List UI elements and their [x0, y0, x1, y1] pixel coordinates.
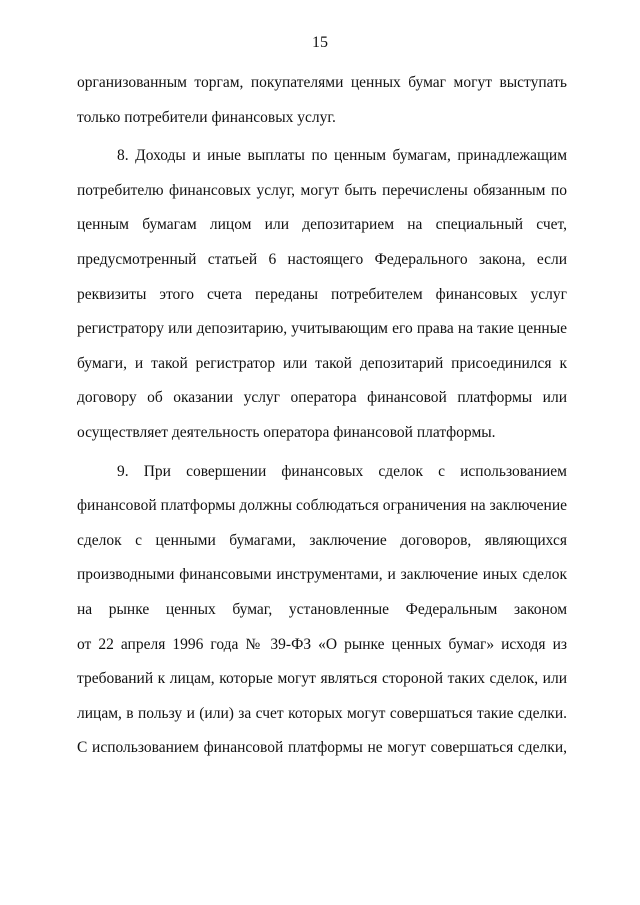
text-line: только потребители финансовых услуг. — [77, 108, 336, 126]
document-body — [77, 66, 567, 766]
text-line: договору об оказании услуг оператора финансовой платформы или — [77, 389, 567, 407]
text-line: потребителю финансовых услуг, могут быть перечислены обязанным по — [77, 181, 567, 199]
text-line: сделок с ценными бумагами, заключение договоров, являющихся — [77, 531, 567, 549]
text-line: осуществляет деятельность оператора финансовой платформы. — [77, 423, 496, 441]
text-line: 9. При совершении финансовых сделок с использованием — [117, 462, 567, 480]
text-line: от 22 апреля 1996 года № 39-ФЗ «О рынке ценных бумаг» исходя из — [77, 635, 567, 653]
page-number: 15 — [312, 34, 328, 51]
text-line: бумаги, и такой регистратор или такой депозитарий присоединился к — [77, 354, 567, 372]
text-line: производными финансовыми инструментами, и заключение иных сделок — [77, 566, 567, 584]
text-line: на рынке ценных бумаг, установленные Федеральным законом — [77, 600, 567, 618]
text-line: ценным бумагам лицом или депозитарием на специальный счет, — [77, 216, 567, 234]
text-line: организованным торгам, покупателями ценных бумаг могут выступать — [77, 74, 567, 91]
text-line: предусмотренный статьей 6 настоящего Федерального закона, если — [77, 250, 567, 268]
text-line: С использованием финансовой платформы не могут совершаться сделки, — [77, 739, 567, 757]
text-line: регистратору или депозитарию, учитывающим его права на такие ценные — [77, 320, 567, 338]
text-line: лицам, в пользу и (или) за счет которых могут совершаться такие сделки. — [77, 704, 567, 722]
text-line: 8. Доходы и иные выплаты по ценным бумагам, принадлежащим — [117, 147, 567, 165]
text-line: требований к лицам, которые могут являться стороной таких сделок, или — [77, 670, 567, 688]
text-line: реквизиты этого счета переданы потребителем финансовых услуг — [77, 285, 567, 303]
text-line: финансовой платформы должны соблюдаться ограничения на заключение — [77, 497, 567, 515]
